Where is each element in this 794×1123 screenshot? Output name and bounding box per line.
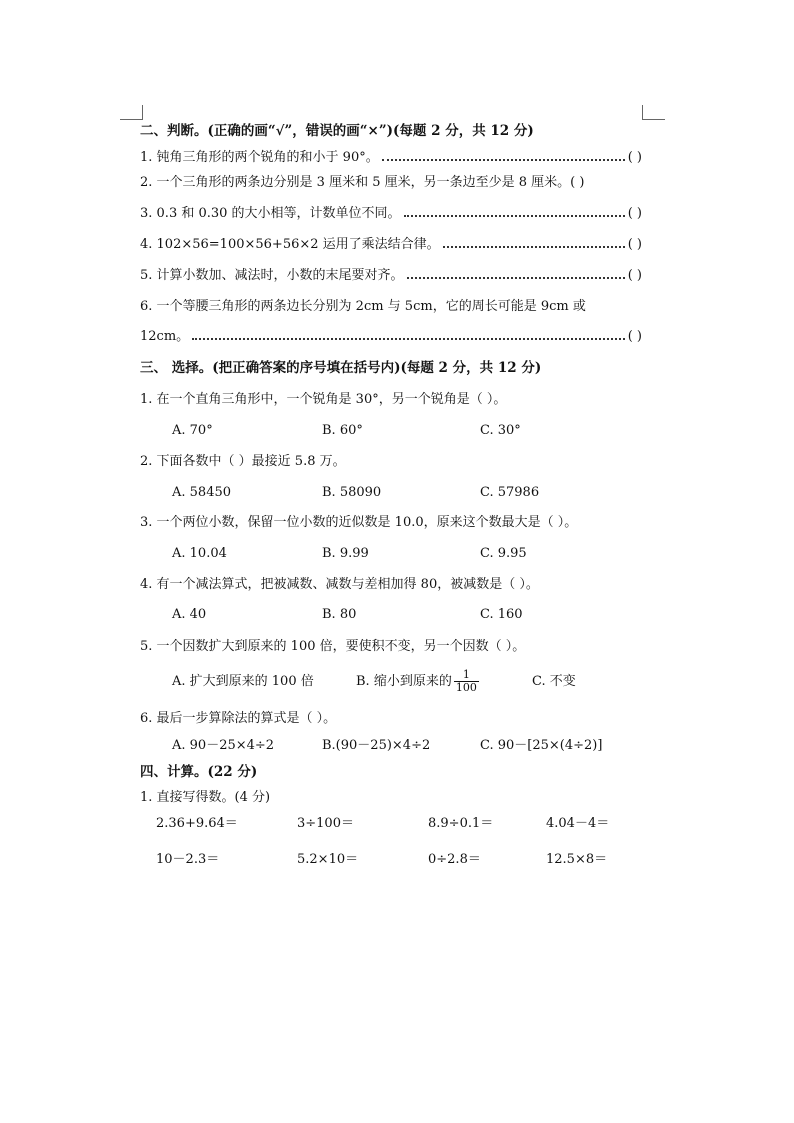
choice-4-option-c[interactable]: C. 160: [480, 607, 523, 622]
judge-item-6: 6. 一个等腰三角形的两条边长分别为 2cm 与 5cm，它的周长可能是 9cm 或: [140, 299, 586, 314]
choice-1-option-a[interactable]: A. 70°: [172, 423, 213, 438]
choice-6-option-b[interactable]: B.(90－25)×4÷2: [322, 738, 431, 753]
judge-item-1: 1. 钝角三角形的两个锐角的和小于 90°。 ( ): [140, 150, 642, 165]
choice-question-6: 6. 最后一步算除法的算式是（ ）。: [140, 711, 337, 726]
page-corner-mark-right: [642, 105, 665, 120]
answer-blank[interactable]: ( ): [627, 268, 642, 283]
judge-item-3: 3. 0.3 和 0.30 的大小相等，计数单位不同。 ( ): [140, 206, 642, 221]
calc-item[interactable]: 2.36+9.64＝: [156, 816, 238, 831]
choice-5-option-b[interactable]: B. 缩小到原来的 $\frac{1}{100}$: [356, 668, 477, 694]
choice-4-option-a[interactable]: A. 40: [172, 607, 207, 622]
choice-1-option-b[interactable]: B. 60°: [322, 423, 363, 438]
calc-item[interactable]: 12.5×8＝: [546, 852, 608, 867]
answer-blank[interactable]: ( ): [627, 329, 642, 344]
choice-question-3: 3. 一个两位小数，保留一位小数的近似数是 10.0，原来这个数最大是（ ）。: [140, 515, 578, 530]
page-corner-mark-left: [120, 105, 143, 120]
dot-leader: [407, 277, 625, 279]
choice-2-option-a[interactable]: A. 58450: [172, 485, 232, 500]
section-4-title: 四、计算。(22 分): [140, 764, 258, 780]
calc-item[interactable]: 3÷100＝: [297, 816, 354, 831]
dot-leader: [404, 215, 625, 217]
fraction-one-hundredth: $\frac{1}{100}$: [455, 668, 477, 694]
judge-item-2: 2. 一个三角形的两条边分别是 3 厘米和 5 厘米，另一条边至少是 8 厘米。 ( ): [140, 175, 585, 190]
choice-1-option-c[interactable]: C. 30°: [480, 423, 521, 438]
answer-blank[interactable]: ( ): [570, 175, 585, 190]
choice-3-option-b[interactable]: B. 9.99: [322, 546, 369, 561]
choice-2-option-c[interactable]: C. 57986: [480, 485, 540, 500]
choice-3-option-c[interactable]: C. 9.95: [480, 546, 527, 561]
judge-item-6-cont: 12cm。 ( ): [140, 329, 642, 344]
choice-question-1: 1. 在一个直角三角形中，一个锐角是 30°，另一个锐角是（ ）。: [140, 392, 507, 407]
choice-6-option-a[interactable]: A. 90－25×4÷2: [172, 738, 275, 753]
dot-leader: [443, 246, 625, 248]
dot-leader: [192, 338, 625, 340]
answer-blank[interactable]: ( ): [627, 206, 642, 221]
section-3-title: 三、 选择。(把正确答案的序号填在括号内)(每题 2 分，共 12 分): [140, 360, 542, 376]
calc-subtitle: 1. 直接写得数。(4 分): [140, 790, 271, 805]
choice-question-5: 5. 一个因数扩大到原来的 100 倍，要使积不变，另一个因数（ ）。: [140, 639, 526, 654]
calc-item[interactable]: 5.2×10＝: [297, 852, 359, 867]
answer-blank[interactable]: ( ): [627, 237, 642, 252]
choice-4-option-b[interactable]: B. 80: [322, 607, 357, 622]
dot-leader: [382, 159, 625, 161]
choice-5-option-a[interactable]: A. 扩大到原来的 100 倍: [172, 674, 314, 689]
judge-item-5: 5. 计算小数加、减法时，小数的末尾要对齐。 ( ): [140, 268, 642, 283]
choice-2-option-b[interactable]: B. 58090: [322, 485, 382, 500]
calc-item[interactable]: 4.04－4＝: [546, 816, 610, 831]
calc-item[interactable]: 0÷2.8＝: [428, 852, 481, 867]
choice-question-4: 4. 有一个减法算式，把被减数、减数与差相加得 80，被减数是（ ）。: [140, 577, 539, 592]
judge-item-4: 4. 102×56=100×56+56×2 运用了乘法结合律。 ( ): [140, 237, 642, 252]
choice-3-option-a[interactable]: A. 10.04: [172, 546, 227, 561]
choice-question-2: 2. 下面各数中（ ）最接近 5.8 万。: [140, 454, 346, 469]
calc-item[interactable]: 10－2.3＝: [156, 852, 220, 867]
section-2-title: 二、判断。(正确的画“√”，错误的画“×”)(每题 2 分，共 12 分): [140, 123, 534, 139]
answer-blank[interactable]: ( ): [627, 150, 642, 165]
calc-item[interactable]: 8.9÷0.1＝: [428, 816, 494, 831]
choice-6-option-c[interactable]: C. 90－[25×(4÷2)]: [480, 738, 603, 753]
choice-5-option-c[interactable]: C. 不变: [532, 674, 576, 689]
